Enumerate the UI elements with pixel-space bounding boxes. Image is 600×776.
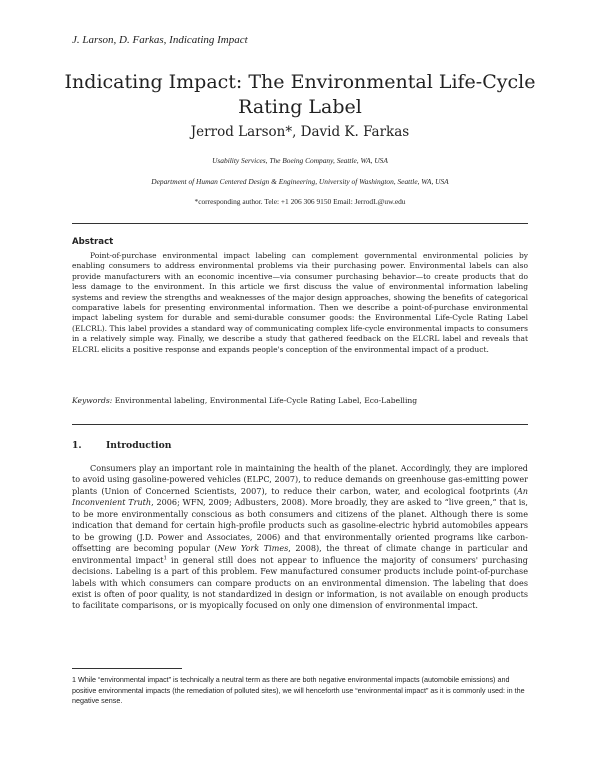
running-head: J. Larson, D. Farkas, Indicating Impact bbox=[72, 34, 248, 46]
intro-italic-title: New York Times bbox=[217, 543, 289, 554]
intro-text: , 2008), the threat of climate change in particular and environmental impact bbox=[72, 543, 528, 565]
corresponding-author: *corresponding author. Tele: +1 206 306 9150 Email: JerrodL@uw.edu bbox=[194, 197, 406, 206]
footnote: 1 While “environmental impact” is technically a neutral term as there are both negative environmental impacts (automobile emissions) and positive environmental impacts (the remediation of polluted sites), we will henceforth use “environmental impact” as it is commonly used: in the negative sense. bbox=[72, 675, 525, 705]
abstract-heading: Abstract bbox=[72, 237, 114, 247]
keywords-label: Keywords: bbox=[72, 396, 113, 405]
keywords-text: Environmental labeling, Environmental Life-Cycle Rating Label, Eco-Labelling bbox=[112, 396, 418, 405]
introduction-paragraph bbox=[72, 463, 528, 612]
section-number: 1. bbox=[72, 440, 82, 451]
intro-text: in general still does not appear to influence the majority of consumers' purchasing decisions. Labeling is a part of this problem. Few manufactured consumer products include point-of-purchase labels with which consumers can compare products on an environmental dimension. The labeling that does exist is often of poor quality, is not standardized in design or information, is not available on enough products to facilitate comparisons, or is myopically focused on only one dimension of environmental impact. bbox=[72, 554, 528, 611]
author-list: Jerrod Larson*, David K. Farkas bbox=[190, 124, 410, 140]
intro-italic-title: An Inconvenient Truth bbox=[72, 485, 528, 508]
abstract-bottom-rule bbox=[72, 424, 528, 425]
keywords bbox=[72, 396, 528, 405]
abstract-body: Point-of-purchase environmental impact labeling can complement governmental environmental policies by enabling consumers to address environmental problems via their purchasing power. Environmental labels can also provide manufacturers with an economic incentive—via consumer purchasing behavior—to create products that do less damage to the environment. In this article we first discuss the value of environmental information labeling systems and review the strengths and weaknesses of the major design approaches, showing the benefits of categorical comparative labels for presenting environmental information. Then we describe a point-of-purchase environmental impact labeling system for durable and semi-durable consumer goods: the Environmental Life-Cycle Rating Label (ELCRL). This label provides a standard way of communicating complex life-cycle environmental impacts to consumers in a relatively simple way. Finally, we describe a study that gathered feedback on the ELCRL label and reveals that ELCRL elicits a positive response and expands people's conception of the environmental impact of a product. bbox=[72, 251, 528, 354]
affiliation-1: Usability Services, The Boeing Company, Seattle, WA, USA bbox=[212, 156, 388, 165]
affiliation-2: Department of Human Centered Design & Engineering, University of Washington, Seattle, WA, USA bbox=[151, 177, 449, 186]
paper-title: Indicating Impact: The Environmental Life-Cycle Rating Label bbox=[64, 71, 536, 118]
footnote-reference[interactable]: 1 bbox=[163, 554, 168, 561]
abstract-top-rule bbox=[72, 223, 528, 224]
footnote-rule bbox=[72, 668, 182, 669]
intro-text: , 2006; WFN, 2009; Adbusters, 2008). More broadly, they are asked to “live green,” that is, to be more environmentally conscious as both consumers and citizens of the planet. Although there is some indication that demand for certain high-profile products such as gasoline-electric hybrid automobiles appears to be growing (J.D. Power and Associates, 2006) and that environmentally oriented programs like carbon-offsetting are becoming popular ( bbox=[72, 497, 529, 554]
section-title: Introduction bbox=[106, 440, 172, 451]
intro-text: Consumers play an important role in maintaining the health of the planet. Accordingly, they are implored to avoid using gasoline-powered vehicles (ELPC, 2007), to reduce demands on greenhouse gas-emitting power plants (Union of Concerned Scientists, 2007), to reduce their carbon, water, and ecological footprints ( bbox=[72, 463, 528, 496]
section-heading bbox=[72, 440, 171, 451]
